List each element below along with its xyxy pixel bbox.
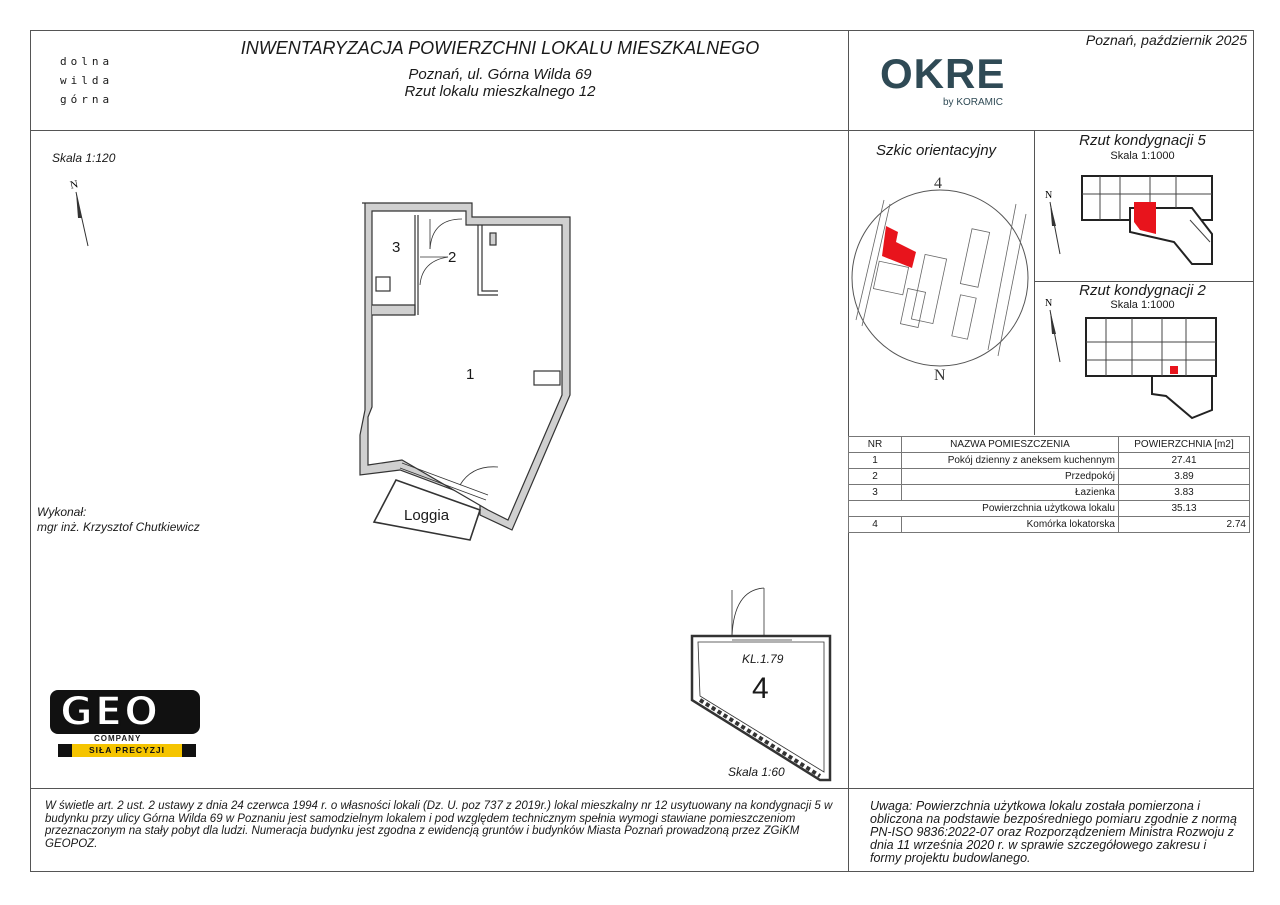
subtitle: Rzut lokalu mieszkalnego 12 <box>404 83 596 100</box>
legal-statement: W świetle art. 2 ust. 2 ustawy z dnia 24 czerwca 1994 r. o własności lokali (Dz. U. poz 737 z 2019r.) lokal mieszkalny nr 12 usytuowany na kondygnacji 5 w budynku przy ulicy Górna Wilda 69 w Poznaniu jest samodzielnym lokalem i pod względem technicznym spełnia wymogi stawiane pomieszczeniom przeznaczonym na stały pobyt dla ludzi. Numeracja budynku jest zgodna z ewidencją gruntów i budynków Miasta Poznań prowadzoną przez ZGiKM GEOPOZ. <box>45 800 833 850</box>
document-title: INWENTARYZACJA POWIERZCHNI LOKALU MIESZKALNEGO <box>240 38 760 58</box>
table-header: POWIERZCHNIA [m2] <box>1119 437 1250 453</box>
author-label: Wykonał: <box>37 505 87 519</box>
orientation-title: Szkic orientacyjny <box>876 142 997 159</box>
north-letter: N <box>1045 190 1053 201</box>
table-header: NAZWA POMIESZCZENIA <box>902 437 1119 453</box>
north-arrow-icon <box>1040 292 1070 368</box>
room-name: Łazienka <box>902 485 1119 501</box>
apartment-floor-plan <box>340 195 590 575</box>
room-area-table <box>848 436 1250 533</box>
divider <box>30 788 1254 789</box>
room-area: 2.74 <box>1119 517 1250 533</box>
north-letter: N <box>1045 298 1053 309</box>
room-nr: 3 <box>849 485 902 501</box>
room-nr: 1 <box>849 453 902 469</box>
total-label: Powierzchnia użytkowa lokalu <box>849 501 1119 517</box>
room-name: Komórka lokatorska <box>902 517 1119 533</box>
north-arrow-icon <box>62 172 102 250</box>
project-logo-line: wilda <box>60 74 114 87</box>
floor2-plan <box>1082 314 1222 420</box>
orientation-top-marker: 4 <box>934 175 942 192</box>
north-arrow-icon <box>1040 184 1070 260</box>
document-date: Poznań, październik 2025 <box>1085 32 1247 48</box>
floor5-scale: Skala 1:1000 <box>1110 150 1175 162</box>
storage-scale: Skala 1:60 <box>728 765 785 779</box>
floor2-scale: Skala 1:1000 <box>1110 299 1175 311</box>
room-nr: 2 <box>849 469 902 485</box>
document-address-block <box>300 66 700 100</box>
storage-level: KL.1.79 <box>742 652 784 666</box>
floor2-title: Rzut kondygnacji 2 <box>1079 282 1206 299</box>
divider <box>30 130 848 131</box>
author-name: mgr inż. Krzysztof Chutkiewicz <box>37 520 200 534</box>
table-total-row <box>849 501 1250 517</box>
plan-scale: Skala 1:120 <box>52 151 116 165</box>
room-area: 3.83 <box>1119 485 1250 501</box>
orientation-sketch <box>848 160 1034 385</box>
author-block <box>37 505 200 535</box>
floor5-title: Rzut kondygnacji 5 <box>1079 132 1206 149</box>
okre-logo: OKRE <box>880 50 1006 97</box>
geo-company-logo <box>50 690 205 760</box>
orientation-bottom-marker: N <box>934 367 946 384</box>
orientation-highlight <box>882 226 916 268</box>
room-name: Pokój dzienny z aneksem kuchennym <box>902 453 1119 469</box>
table-row <box>849 517 1250 533</box>
project-logo-line: dolna <box>60 55 114 68</box>
room-area: 27.41 <box>1119 453 1250 469</box>
geo-logo-company: COMPANY <box>94 734 142 743</box>
project-logo-line: górna <box>60 93 114 106</box>
room-number: 3 <box>392 239 401 256</box>
room-area: 3.89 <box>1119 469 1250 485</box>
okre-logo-tagline: by KORAMIC <box>943 97 1004 108</box>
storage-number: 4 <box>752 672 769 705</box>
divider <box>848 130 1254 131</box>
geo-logo-tagline: SIŁA PRECYZJI <box>72 744 182 757</box>
geo-logo-text: GEO <box>60 689 161 735</box>
measurement-note: Uwaga: Powierzchnia użytkowa lokalu została pomierzona i obliczona na podstawie bezpośredniego pomiaru zgodnie z normą PN-ISO 9836:2022-07 oraz Rozporządzeniem Ministra Rozwoju z dnia 11 września 2020 r. w sprawie szczegółowego zakresu i formy projektu budowlanego. <box>870 799 1237 865</box>
divider <box>1034 130 1035 435</box>
table-row <box>849 453 1250 469</box>
table-header-row <box>849 437 1250 453</box>
room-number: 2 <box>448 249 457 266</box>
total-area: 35.13 <box>1119 501 1250 517</box>
floor2-highlight <box>1170 366 1178 374</box>
table-row <box>849 485 1250 501</box>
loggia-label: Loggia <box>404 507 450 524</box>
address: Poznań, ul. Górna Wilda 69 <box>408 66 592 83</box>
room-number: 1 <box>466 366 475 383</box>
table-row <box>849 469 1250 485</box>
floor5-plan <box>1080 172 1220 268</box>
north-letter: N <box>69 178 80 192</box>
room-name: Przedpokój <box>902 469 1119 485</box>
project-logo <box>60 52 113 109</box>
table-header: NR <box>849 437 902 453</box>
room-nr: 4 <box>849 517 902 533</box>
